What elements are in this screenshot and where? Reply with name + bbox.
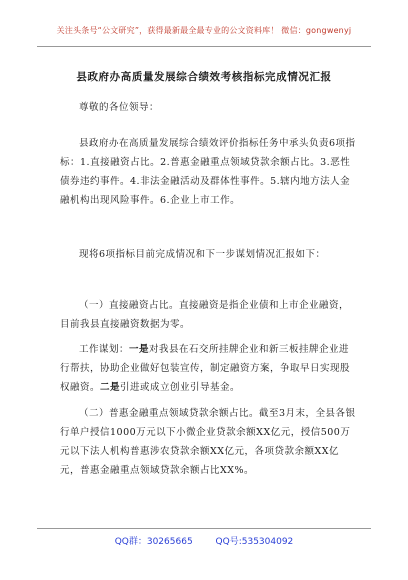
paragraph-4-text — [60, 340, 356, 397]
document-title: 县政府办高质量发展综合绩效考核指标完成情况汇报 — [76, 71, 332, 83]
header-divider — [37, 46, 371, 47]
greeting-text: 尊敬的各位领导： — [79, 102, 160, 113]
work-plan-label: 工作谋划： — [79, 344, 130, 355]
header-note: 关注头条号“公文研究”，获得最新最全最专业的公文资料库！ 微信：gongwenyj — [56, 26, 352, 35]
footer-qq-group: QQ群：30265665 — [114, 537, 193, 547]
paragraph-1-text: 县政府办在高质量发展综合绩效评价指标任务中承头负责6项指标：1.直接融资占比。2.普惠金融重点领域贷款余额占比。3.恶性债券违约事件。4.非法金融活动及群体性事件。5.辖内地方法人金融机构出现风险事件。6.企业上市工作。 — [60, 138, 356, 206]
footer-qq-number: QQ号:535304092 — [215, 537, 294, 547]
paragraph-4 — [60, 340, 356, 397]
paragraph-2-text: 现将6项指标目前完成情况和下一步谋划情况汇报如下： — [79, 249, 326, 260]
paragraph-5 — [60, 404, 356, 480]
second-point-text: 引进或成立创业引导基金。 — [120, 382, 241, 393]
greeting — [79, 98, 375, 117]
paragraph-5-text: （二）普惠金融重点领域贷款余额占比。截至3月末，全县各银行单户授信1000万元以下小微企业贷款余额XX亿元，授信500万元以下法人机构普惠涉农贷款余额XX亿元，各项贷款余额XX亿元，普惠金融重点领域贷款余额占比XX%。 — [60, 408, 356, 476]
paragraph-3 — [60, 296, 356, 334]
paragraph-3-text: （一）直接融资占比。直接融资是指企业债和上市企业融资，目前我县直接融资数据为零。 — [60, 300, 350, 330]
paragraph-1 — [60, 134, 356, 210]
first-point-text: 对我县在石交所挂牌企业和新三板挂牌企业进行帮扶，协助企业做好包装宣传，制定融资方案，争取早日实现股权融资。 — [60, 344, 351, 393]
paragraph-2 — [60, 245, 356, 264]
footer-divider — [37, 528, 371, 529]
second-point-mark: 二是 — [100, 382, 121, 393]
first-point-mark: 一是 — [129, 344, 150, 355]
footer — [0, 534, 408, 547]
